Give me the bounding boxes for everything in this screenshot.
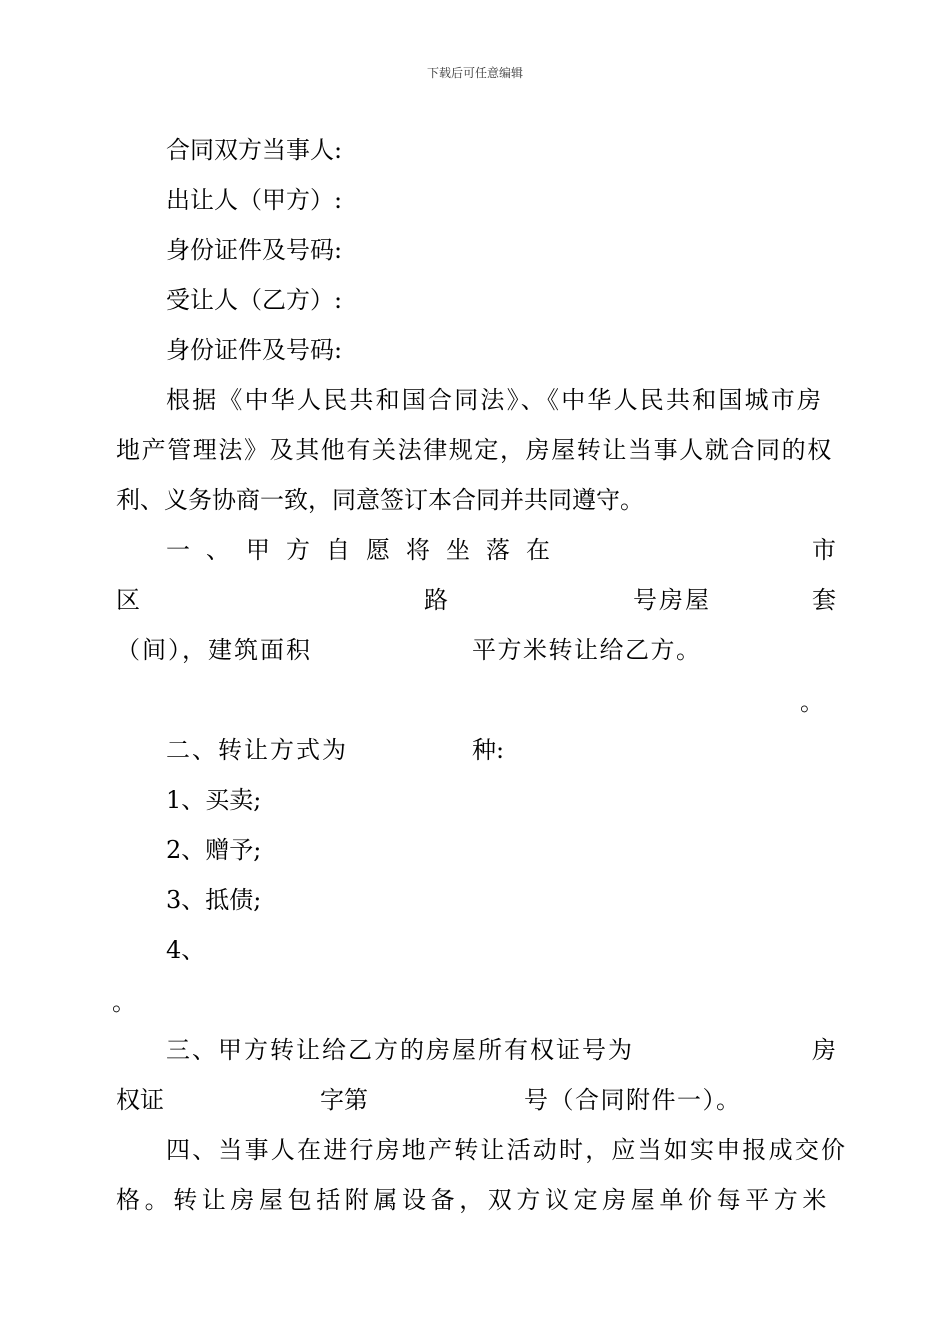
clause1-unit: 套 — [812, 586, 836, 614]
preamble-line-3: 利、义务协商一致，同意签订本合同并共同遵守。 — [116, 486, 644, 514]
clause3-zidi: 字第 — [320, 1086, 368, 1114]
buyer-id-label: 身份证件及号码: — [166, 336, 343, 364]
clause2-option-4: 4、 — [166, 936, 206, 964]
clause3-fang: 房 — [812, 1036, 836, 1064]
clause2-tail: 种: — [472, 736, 505, 764]
parties-title: 合同双方当事人: — [166, 136, 343, 164]
clause1-end-mark: 。 — [800, 688, 824, 716]
clause2-lead: 二、转让方式为 — [166, 736, 348, 764]
clause1-area-lead: （间），建筑面积 — [116, 636, 312, 664]
clause3-lead: 三、甲方转让给乙方的房屋所有权证号为 — [166, 1036, 634, 1064]
clause2-option-1: 1、买卖; — [166, 786, 262, 814]
clause2-option-3: 3、抵债; — [166, 886, 262, 914]
seller-label: 出让人（甲方）: — [166, 186, 343, 214]
buyer-label: 受让人（乙方）: — [166, 286, 343, 314]
clause1-district: 区 — [116, 586, 140, 614]
clause1-lead: 一、甲方自愿将坐落在 — [166, 536, 566, 564]
clause4-line-2: 格。转让房屋包括附属设备，双方议定房屋单价每平方米 — [116, 1186, 831, 1214]
preamble-line-1: 根据《中华人民共和国合同法》、《中华人民共和国城市房 — [166, 386, 824, 414]
clause1-city: 市 — [812, 536, 836, 564]
clause1-number: 号房屋 — [633, 586, 711, 614]
clause2-option-2: 2、赠予; — [166, 836, 262, 864]
page-header: 下载后可任意编辑 — [426, 66, 523, 80]
seller-id-label: 身份证件及号码: — [166, 236, 343, 264]
clause2-end-mark: 。 — [112, 988, 136, 1016]
clause1-area-tail: 平方米转让给乙方。 — [472, 636, 702, 664]
clause4-line-1: 四、当事人在进行房地产转让活动时，应当如实申报成交价 — [166, 1136, 848, 1164]
clause3-quanzheng: 权证 — [116, 1086, 164, 1114]
clause1-road: 路 — [424, 586, 448, 614]
preamble-line-2: 地产管理法》及其他有关法律规定，房屋转让当事人就合同的权 — [116, 436, 833, 464]
clause3-tail: 号（合同附件一）。 — [524, 1086, 742, 1114]
